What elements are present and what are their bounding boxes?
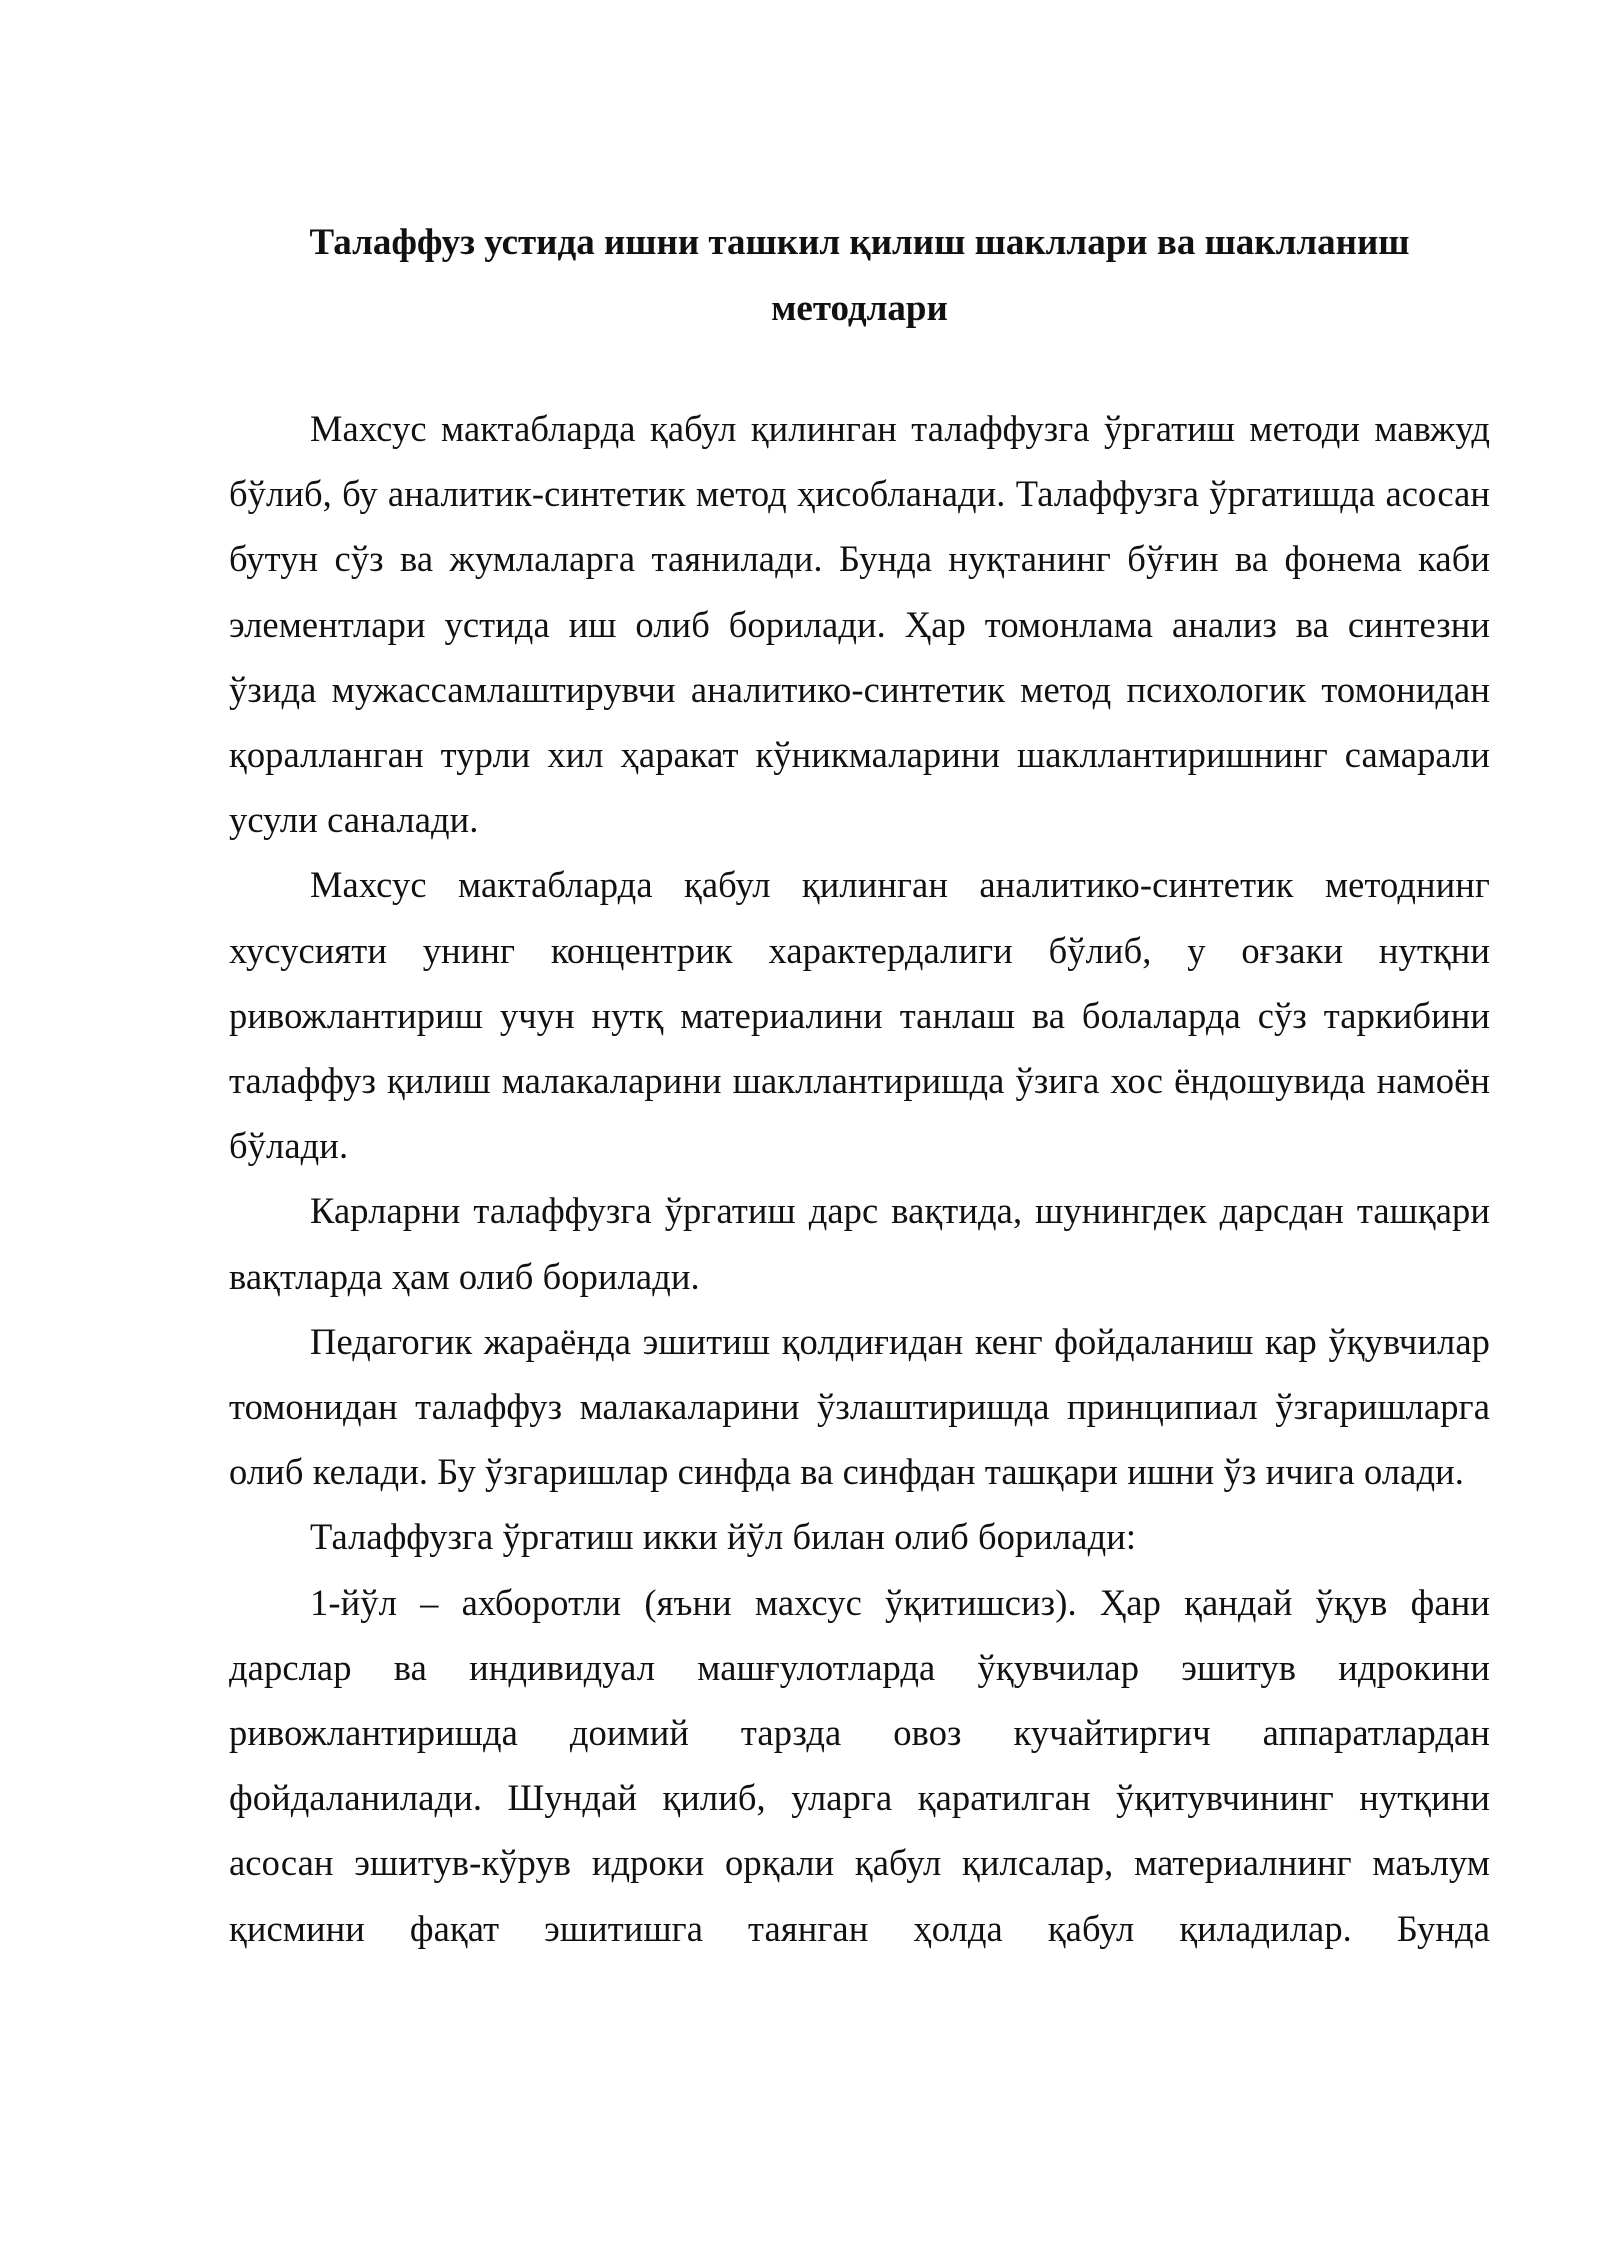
paragraph-1: Махсус мактабларда қабул қилинган талаффузга ўргатиш методи мавжуд бўлиб, бу аналитик-синтетик метод ҳисобланади. Талаффузга ўргатишда асосан бутун сўз ва жумлаларга таянилади. Бунда нуқтанинг бўғин ва фонема каби элементлари устида иш олиб борилади. Ҳар томонлама анализ ва синтезни ўзида мужассамлаштирувчи аналитико-синтетик метод психологик томонидан қоралланган турли хил ҳаракат кўникмаларини шакллантиришнинг самарали усули саналади. [229,408,1490,841]
paragraph-4: Педагогик жараёнда эшитиш қолдиғидан кенг фойдаланиш кар ўқувчилар томонидан талаффуз малакаларини ўзлаштиришда принципиал ўзгаришларга олиб келади. Бу ўзгаришлар синфда ва синфдан ташқари ишни ўз ичига олади. [229,1320,1490,1493]
document-body [229,396,1490,1961]
document-page [229,210,1490,1961]
paragraph-5: Талаффузга ўргатиш икки йўл билан олиб борилади: [310,1516,1137,1558]
paragraph-6: 1-йўл – ахборотли (яъни махсус ўқитишсиз). Ҳар қандай ўқув фани дарслар ва индивидуал машғулотларда ўқувчилар эшитув идрокини ривожлантиришда доимий тарзда овоз кучайтиргич аппаратлардан фойдаланилади. Шундай қилиб, уларга қаратилган ўқитувчининг нутқини асосан эшитув-кўрув идроки орқали қабул қилсалар, материалнинг маълум қисмини фақат эшитишга таянган ҳолда қабул қиладилар. Бунда [229,1581,1490,1949]
document-title: Талаффуз устида ишни ташкил қилиш шакллари ва шаклланиш методлари [309,222,1410,329]
paragraph-2: Махсус мактабларда қабул қилинган аналитико-синтетик методнинг хусусияти унинг концентрик характердалиги бўлиб, у оғзаки нутқни ривожлантириш учун нутқ материалини танлаш ва болаларда сўз таркибини талаффуз қилиш малакаларини шакллантиришда ўзига хос ёндошувида намоён бўлади. [229,864,1490,1167]
paragraph-3: Карларни талаффузга ўргатиш дарс вақтида, шунингдек дарсдан ташқари вақтларда ҳам олиб борилади. [229,1190,1490,1297]
